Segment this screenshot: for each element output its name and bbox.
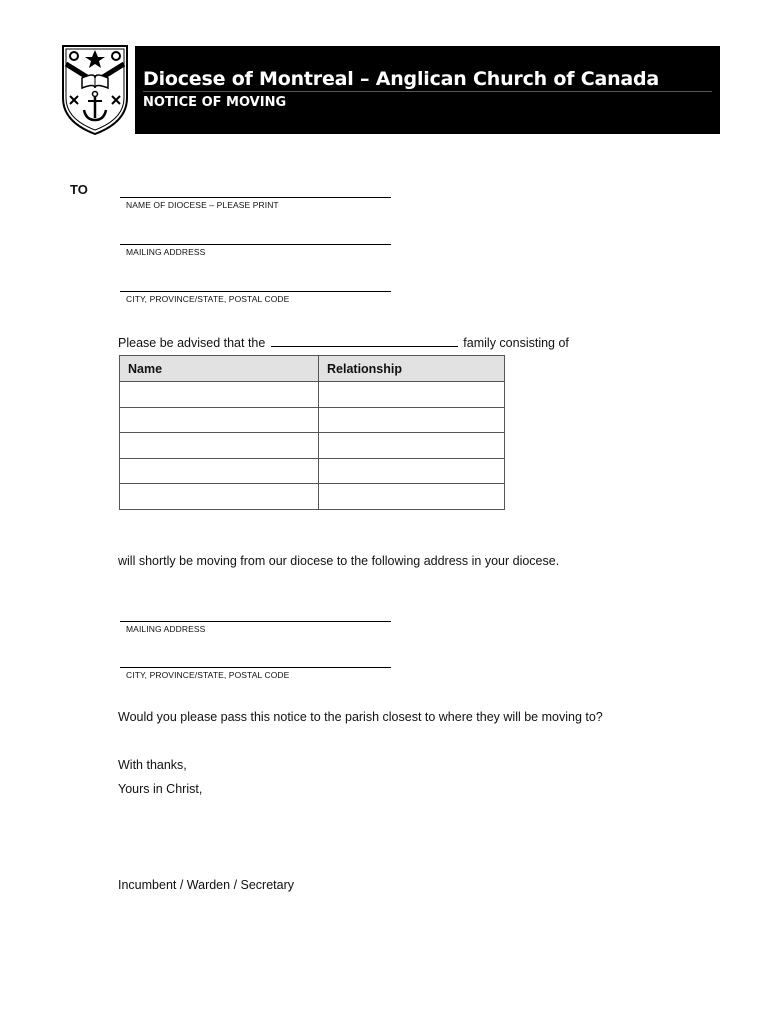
name-cell[interactable] [120, 433, 319, 459]
moving-sentence: will shortly be moving from our diocese to the following address in your diocese. [118, 554, 560, 568]
relationship-column-header: Relationship [319, 356, 505, 382]
table-row [120, 433, 505, 459]
family-name-blank[interactable] [271, 334, 458, 347]
table-header-row [120, 356, 505, 382]
signatory-title: Incumbent / Warden / Secretary [118, 878, 295, 892]
advise-suffix: family consisting of [463, 336, 569, 350]
relationship-cell[interactable] [319, 458, 505, 484]
diocese-crest-logo [60, 44, 130, 136]
mailing-address-line[interactable] [120, 244, 391, 245]
new-mailing-address-line[interactable] [120, 621, 391, 622]
advise-sentence [118, 334, 569, 350]
table-row [120, 407, 505, 433]
table-row [120, 382, 505, 408]
banner-divider [143, 91, 712, 92]
table-row [120, 484, 505, 510]
mailing-address-caption: MAILING ADDRESS [126, 247, 206, 257]
relationship-cell[interactable] [319, 407, 505, 433]
name-cell[interactable] [120, 382, 319, 408]
name-column-header: Name [120, 356, 319, 382]
closing-yours: Yours in Christ, [118, 782, 203, 796]
advise-prefix: Please be advised that the [118, 336, 266, 350]
family-members-table [119, 355, 505, 510]
request-sentence: Would you please pass this notice to the parish closest to where they will be moving to? [118, 710, 603, 724]
document-subtitle: NOTICE OF MOVING [143, 95, 287, 110]
document-title: Diocese of Montreal – Anglican Church of Canada [143, 68, 660, 90]
city-province-line[interactable] [120, 291, 391, 292]
to-label: TO [70, 182, 88, 197]
relationship-cell[interactable] [319, 484, 505, 510]
table-row [120, 458, 505, 484]
diocese-name-line[interactable] [120, 197, 391, 198]
new-city-province-line[interactable] [120, 667, 391, 668]
header-banner [135, 46, 720, 134]
name-cell[interactable] [120, 407, 319, 433]
new-city-province-caption: CITY, PROVINCE/STATE, POSTAL CODE [126, 670, 290, 680]
name-cell[interactable] [120, 458, 319, 484]
relationship-cell[interactable] [319, 382, 505, 408]
closing-thanks: With thanks, [118, 758, 187, 772]
diocese-name-caption: NAME OF DIOCESE – PLEASE PRINT [126, 200, 279, 210]
relationship-cell[interactable] [319, 433, 505, 459]
name-cell[interactable] [120, 484, 319, 510]
new-mailing-address-caption: MAILING ADDRESS [126, 624, 206, 634]
city-province-caption: CITY, PROVINCE/STATE, POSTAL CODE [126, 294, 290, 304]
